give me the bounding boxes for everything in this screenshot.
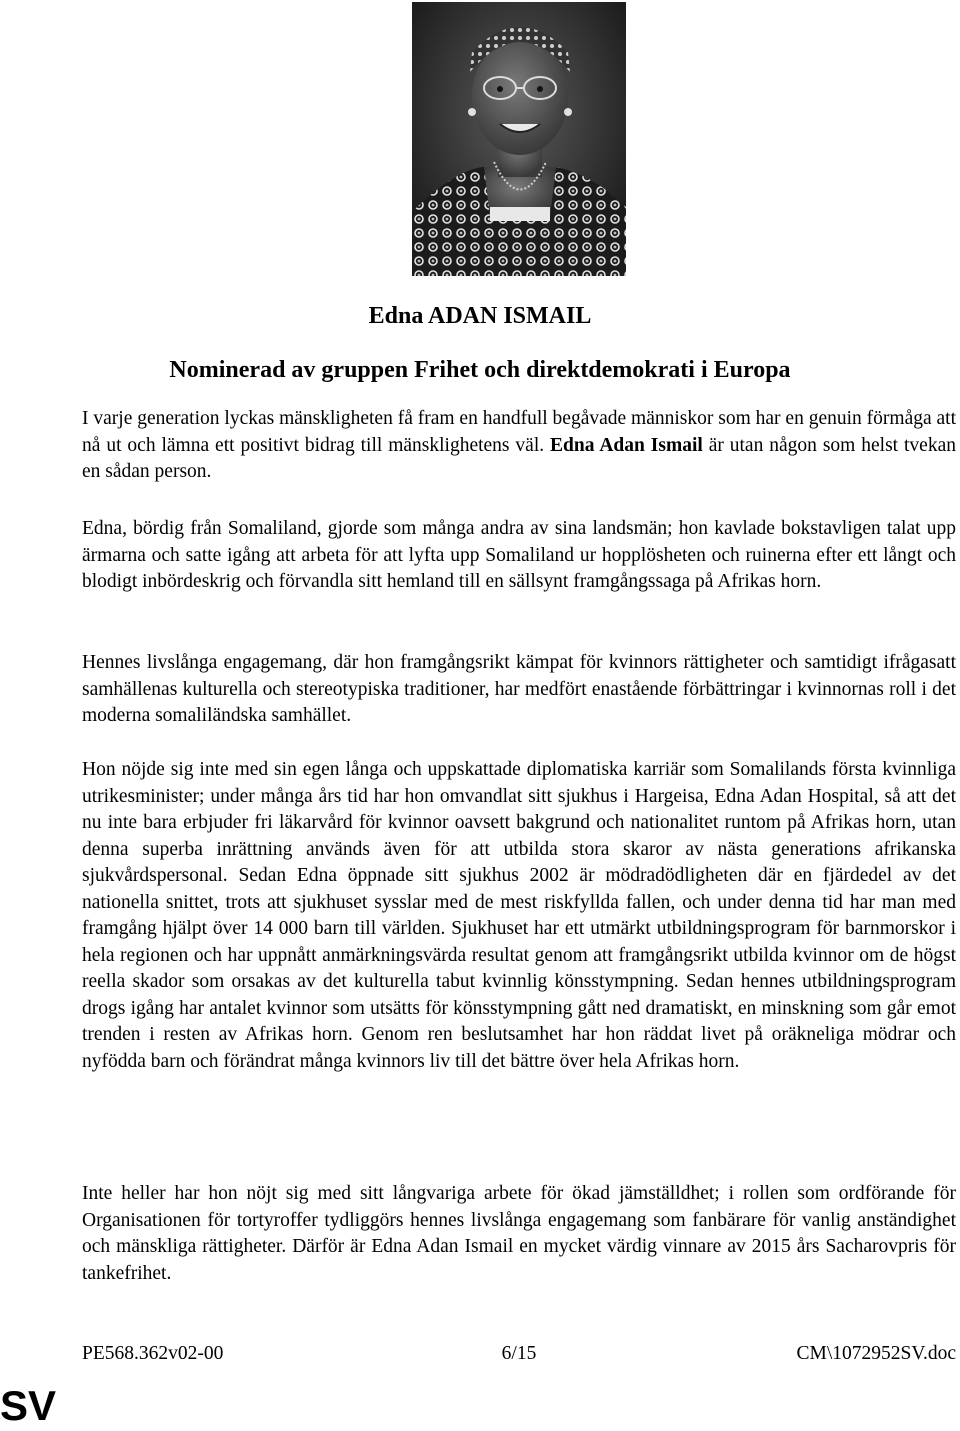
nominated-by-heading: Nominerad av gruppen Frihet och direktdemokrati i Europa <box>169 357 791 383</box>
intro-text-end: är utan någon som helst tvekan en sådan person. <box>82 434 956 482</box>
paragraph-hospital: Hon nöjde sig inte med sin egen långa och uppskattade diplomatiska karriär som Somalilands första kvinnliga utrikesminister; under många års tid har hon omvandlat sitt sjukhus i Hargeisa, Edna Adan Hospital, så att det nu inte bara erbjuder fri läkarvård för kvinnor oavsett bakgrund och nationalitet runtom på Afrikas horn, utan denna superba inrättning används även för att utbilda stora skaror av nästa generations afrikanska sjukvårdspersonal. Sedan Edna öppnade sitt sjukhus 2002 är mödradödligheten där en fjärdedel av det nationella snittet, trots att sjukhuset sysslar med de mest riskfyllda fallen, och under denna tid har man med framgång hjälpt över 14 000 barn till världen. Sjukhuset har ett utmärkt utbildningsprogram för barnmorskor i hela regionen och har uppnått anmärkningsvärda resultat genom att framgångsrikt utbilda kvinnor om de högst reella skador som orsakas av det kulturella tabut kvinnlig könsstympning. Sedan hennes utbildningsprogram drogs igång har antalet kvinnor som utsätts för könsstympning gått ned dramatiskt, en minskning som går emot trenden i resten av Afrikas horn. Genom ren beslutsamhet har hon räddat livet på oräkneliga mödrar och nyfödda barn och förändrat många kvinnors liv till det bättre över hela Afrikas horn. <box>82 759 956 1072</box>
intro-name-bold: Edna Adan Ismail <box>550 434 703 456</box>
footer-file-name: CM\1072952SV.doc <box>796 1343 956 1364</box>
footer-page-number: 6/15 <box>501 1343 537 1364</box>
page-footer <box>82 1342 956 1366</box>
intro-text-start: I varje generation lyckas mänskligheten få fram en handfull begåvade människor som har en genuin förmåga att nå ut och lämna ett positivt bidrag till mänsklighetens väl. <box>82 408 956 456</box>
nominee-name: Edna ADAN ISMAIL <box>368 303 592 329</box>
paragraph-intro <box>82 406 956 486</box>
portrait-photo <box>412 2 626 276</box>
paragraph-conclusion: Inte heller har hon nöjt sig med sitt långvariga arbete för ökad jämställdhet; i rollen som ordförande för Organisationen för tortyroffer tydliggörs hennes livslånga engagemang som fanbärare för vanlig anständighet och mänskliga rättigheter. Därför är Edna Adan Ismail en mycket värdig vinnare av 2015 års Sacharovpris för tankefrihet. <box>82 1183 956 1284</box>
paragraph-somaliland: Edna, bördig från Somaliland, gjorde som många andra av sina landsmän; hon kavlade bokstavligen talat upp ärmarna och satte igång att arbeta för att lyfta upp Somaliland ur hopplösheten och ruinerna efter ett långt och blodigt inbördeskrig och förvandla sitt hemland till en sällsynt framgångssaga på Afrikas horn. <box>82 518 956 592</box>
footer-doc-ref: PE568.362v02-00 <box>82 1343 224 1364</box>
paragraph-engagement: Hennes livslånga engagemang, där hon framgångsrikt kämpat för kvinnors rättigheter och samtidigt ifrågasatt samhällenas kulturella och stereotypiska traditioner, har medfört enastående förbättringar i kvinnornas roll i det moderna somaliländska samhället. <box>82 652 956 726</box>
language-code: SV <box>0 1382 57 1429</box>
